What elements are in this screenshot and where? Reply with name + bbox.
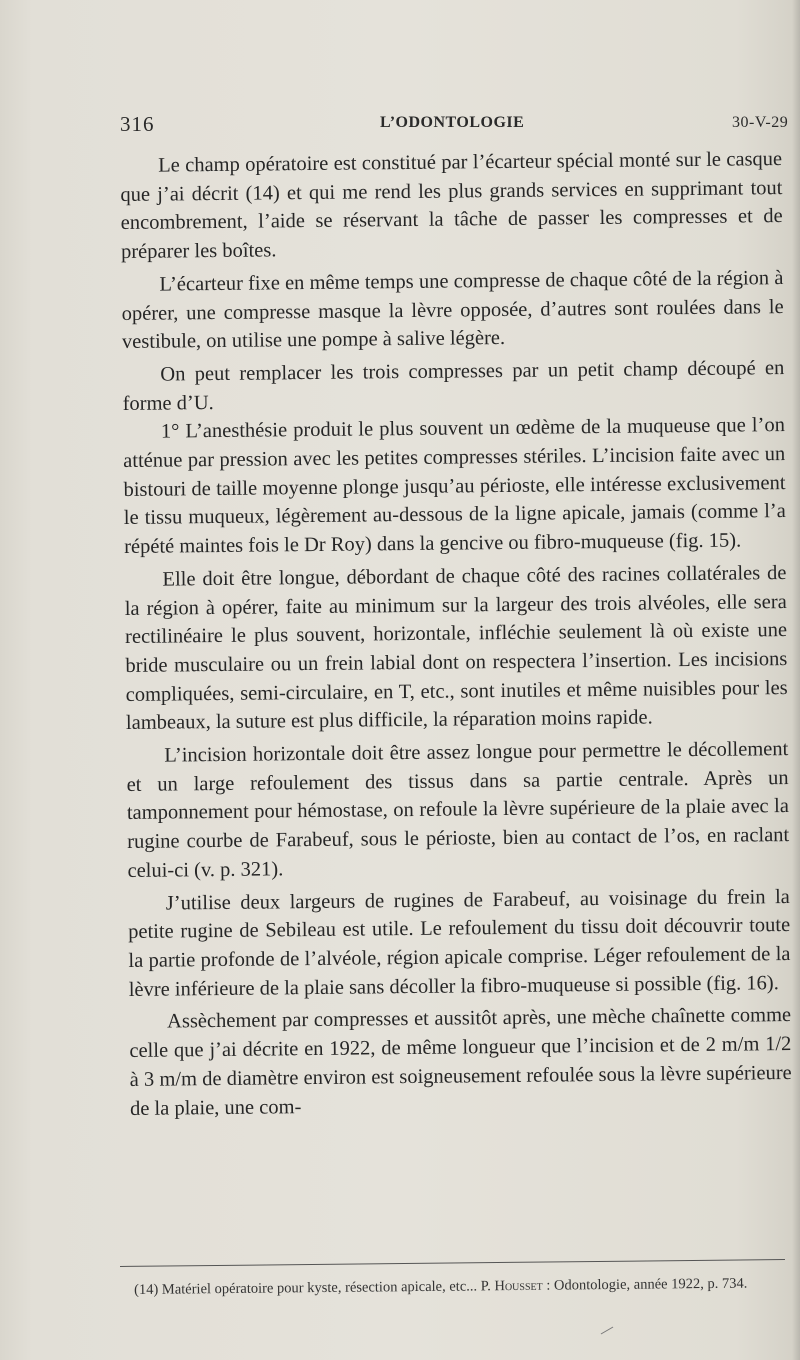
footnote-author: Housset bbox=[494, 1277, 543, 1295]
footnote-rule bbox=[120, 1259, 785, 1267]
footnote bbox=[134, 1273, 784, 1300]
page-number: 316 bbox=[120, 112, 155, 136]
page-header bbox=[120, 112, 800, 138]
footnote-text: (14) Matériel opératoire pour kyste, résection apicale, etc... P. bbox=[134, 1278, 495, 1298]
paragraph: Elle doit être longue, débordant de chaque côté des racines collatérales de la région à opérer, faite au minimum sur la largeur des trois alvéoles, elle sera rectilinéaire le plus souvent, horizontale, infléchie seulement là où existe une bride musculaire ou un frein labial dont on respectera l’insertion. Les incisions compliquées, semi-circulaire, en T, etc., sont inutiles et même nuisibles pour les lambeaux, la suture est plus difficile, la réparation moins rapide. bbox=[124, 561, 788, 735]
footnote-source: : Odontologie, année 1922, p. 734. bbox=[542, 1275, 748, 1294]
paragraph: L’écarteur fixe en même temps une compresse de chaque côté de la région à opérer, une compresse masque la lèvre opposée, d’autres sont roulées dans le vestibule, on utilise une pompe à salive légère. bbox=[121, 266, 784, 354]
paragraph: Le champ opératoire est constitué par l’écarteur spécial monté sur le casque que j’ai décrit (14) et qui me rend les plus grands services en supprimant tout encombrement, l’aide se réservant la tâche de passer les compresses et de préparer les boîtes. bbox=[120, 148, 783, 264]
issue-date: 30-V-29 bbox=[732, 114, 789, 131]
paragraph: 1° L’anesthésie produit le plus souvent un œdème de la muqueuse que l’on atténue par pression avec les petites compresses stériles. L’incision faite avec un bistouri de taille moyenne plonge jusqu’au périoste, elle intéresse exclusivement le tissu muqueux, légèrement au-dessous de la ligne apicale, jamais (comme l’a répété maintes fois le Dr Roy) dans la gencive ou fibro-muqueuse (fig. 15). bbox=[123, 414, 786, 559]
paragraph: J’utilise deux largeurs de rugines de Farabeuf, au voisinage du frein la petite rugine de Sebileau est utile. Le refoulement du tissu doit découvrir toute la partie profonde de l’alvéole, région apicale comprise. Léger refoulement de la lèvre inférieure de la plaie sans décoller la fibro-muqueuse si possible (fig. 16). bbox=[128, 885, 791, 1001]
paragraph: L’incision horizontale doit être assez longue pour permettre le décollement et un large refoulement des tissus dans sa partie centrale. Après un tamponnement pour hémostase, on refoule la lèvre supérieure de la plaie avec la rugine courbe de Farabeuf, sous le périoste, bien au contact de l’os, en raclant celui-ci (v. p. 321). bbox=[126, 738, 790, 882]
page-edge-shadow bbox=[792, 0, 800, 1360]
pencil-mark bbox=[601, 1327, 614, 1335]
body-text bbox=[120, 145, 792, 1123]
running-title: L’ODONTOLOGIE bbox=[380, 114, 525, 131]
paragraph: On peut remplacer les trois compresses par un petit champ découpé en forme d’U. bbox=[122, 356, 785, 415]
paragraph: Assèchement par compresses et aussitôt après, une mèche chaînette comme celle que j’ai décrite en 1922, de même longueur que l’incision et de 2 m/m 1/2 à 3 m/m de diamètre environ est soigneusement refoulée sous la lèvre supérieure de la plaie, une com- bbox=[129, 1004, 792, 1120]
